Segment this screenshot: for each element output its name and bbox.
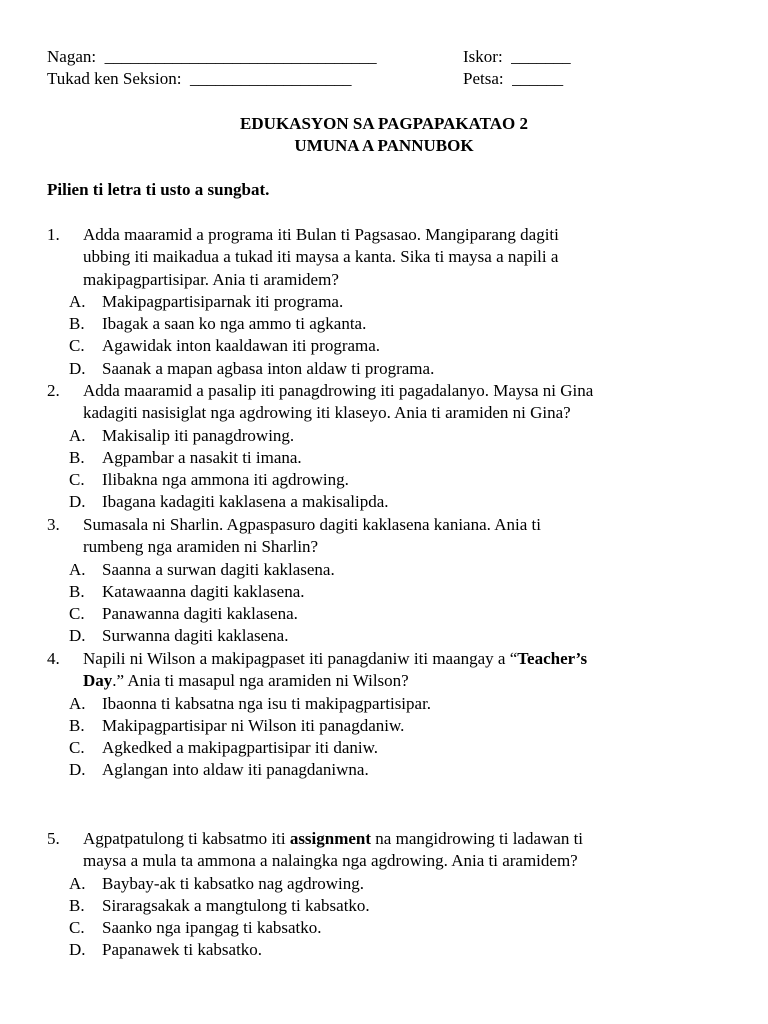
option-a[interactable] xyxy=(69,425,727,447)
option-c[interactable] xyxy=(69,737,727,759)
option-text: Ibagana kadagiti kaklasena a makisalipda. xyxy=(102,492,389,512)
question-1 xyxy=(47,224,727,380)
question-line xyxy=(83,648,727,670)
option-letter: D. xyxy=(69,358,86,378)
question-line: kadagiti nasisiglat nga agdrowing iti klaseyo. Ania ti aramiden ni Gina? xyxy=(83,403,571,423)
option-letter: B. xyxy=(69,715,85,735)
option-letter: D. xyxy=(69,760,86,780)
name-field-row xyxy=(47,46,377,68)
grade-section-label: Tukad ken Seksion: xyxy=(47,69,182,88)
question-number: 1. xyxy=(47,225,60,244)
option-b[interactable] xyxy=(69,715,727,737)
option-d[interactable] xyxy=(69,358,727,380)
question-2 xyxy=(47,380,727,514)
option-letter: A. xyxy=(69,693,86,713)
option-letter: A. xyxy=(69,425,86,445)
option-b[interactable] xyxy=(69,313,727,335)
question-text xyxy=(83,828,727,873)
question-line: Adda maaramid a pasalip iti panagdrowing iti pagadalanyo. Maysa ni Gina xyxy=(83,381,594,400)
option-letter: C. xyxy=(69,470,85,490)
option-b[interactable] xyxy=(69,581,727,603)
grade-section-field-row xyxy=(47,68,351,90)
test-title: UMUNA A PANNUBOK xyxy=(294,136,474,155)
option-c[interactable] xyxy=(69,335,727,357)
option-a[interactable] xyxy=(69,873,727,895)
question-text-segment: Agpatpatulong ti kabsatmo iti xyxy=(83,829,290,848)
option-text: Ibaonna ti kabsatna nga isu ti makipagpartisipar. xyxy=(102,693,432,713)
option-d[interactable] xyxy=(69,625,727,647)
option-text: Saanko nga ipangag ti kabsatko. xyxy=(102,918,322,938)
question-number: 4. xyxy=(47,649,60,668)
option-letter: C. xyxy=(69,918,85,938)
question-text xyxy=(83,224,727,291)
question-bold-term: Day xyxy=(83,671,113,691)
question-3 xyxy=(47,514,727,648)
option-c[interactable] xyxy=(69,603,727,625)
question-line: maysa a mula ta ammona a nalaingka nga agdrowing. Ania ti aramidem? xyxy=(83,851,578,871)
question-line: ubbing iti maikadua a tukad iti maysa a kanta. Sika ti maysa a napili a xyxy=(83,247,559,267)
option-c[interactable] xyxy=(69,469,727,491)
name-blank[interactable]: ________________________________ xyxy=(104,47,377,66)
question-text xyxy=(83,514,727,559)
question-text-segment: .” Ania ti masapul nga aramiden ni Wilson? xyxy=(112,671,409,691)
option-letter: B. xyxy=(69,581,85,601)
option-letter: C. xyxy=(69,604,85,624)
option-text: Katawaanna dagiti kaklasena. xyxy=(102,581,305,601)
option-letter: D. xyxy=(69,626,86,646)
date-blank[interactable]: ______ xyxy=(512,69,564,88)
option-a[interactable] xyxy=(69,559,727,581)
option-text: Agpambar a nasakit ti imana. xyxy=(102,447,302,467)
option-text: Surwanna dagiti kaklasena. xyxy=(102,626,289,646)
option-c[interactable] xyxy=(69,917,727,939)
question-line xyxy=(83,670,727,692)
option-text: Panawanna dagiti kaklasena. xyxy=(102,604,298,624)
option-text: Aglangan into aldaw iti panagdaniwna. xyxy=(102,760,369,780)
question-line xyxy=(83,828,727,850)
question-text xyxy=(83,648,727,693)
question-line: rumbeng nga aramiden ni Sharlin? xyxy=(83,537,319,557)
score-label: Iskor: xyxy=(463,47,503,66)
option-letter: C. xyxy=(69,738,85,758)
option-letter: D. xyxy=(69,492,86,512)
option-letter: B. xyxy=(69,314,85,334)
question-bold-term: Teacher’s xyxy=(517,649,588,668)
question-bold-term: assignment xyxy=(289,829,372,848)
option-b[interactable] xyxy=(69,447,727,469)
option-text: Saanna a surwan dagiti kaklasena. xyxy=(102,559,335,579)
option-text: Baybay-ak ti kabsatko nag agdrowing. xyxy=(102,873,365,893)
option-text: Ilibakna nga ammona iti agdrowing. xyxy=(102,470,349,490)
option-text: Saanak a mapan agbasa inton aldaw ti programa. xyxy=(102,358,435,378)
option-letter: B. xyxy=(69,447,85,467)
option-text: Agawidak inton kaaldawan iti programa. xyxy=(102,336,381,356)
question-number: 5. xyxy=(47,829,60,848)
option-d[interactable] xyxy=(69,759,727,781)
date-field-row xyxy=(463,68,563,90)
question-line: Sumasala ni Sharlin. Agpaspasuro dagiti kaklasena kaniana. Ania ti xyxy=(83,515,541,534)
option-letter: A. xyxy=(69,873,86,893)
question-number: 3. xyxy=(47,515,60,534)
name-label: Nagan: xyxy=(47,47,97,66)
option-b[interactable] xyxy=(69,895,727,917)
option-letter: D. xyxy=(69,940,86,960)
question-5 xyxy=(47,828,727,962)
option-letter: A. xyxy=(69,559,86,579)
question-text-segment: na mangidrowing ti ladawan ti xyxy=(371,829,584,848)
option-letter: C. xyxy=(69,336,85,356)
option-text: Makisalip iti panagdrowing. xyxy=(102,425,295,445)
score-blank[interactable]: _______ xyxy=(511,47,571,66)
question-text xyxy=(83,380,727,425)
option-letter: B. xyxy=(69,895,85,915)
option-d[interactable] xyxy=(69,491,727,513)
question-number: 2. xyxy=(47,381,60,400)
question-line: makipagpartisipar. Ania ti aramidem? xyxy=(83,269,339,289)
option-letter: A. xyxy=(69,291,86,311)
question-4 xyxy=(47,648,727,782)
option-text: Siraragsakak a mangtulong ti kabsatko. xyxy=(102,895,370,915)
grade-section-blank[interactable]: ___________________ xyxy=(189,69,352,88)
option-text: Ibagak a saan ko nga ammo ti agkanta. xyxy=(102,314,367,334)
question-text-segment: Napili ni Wilson a makipagpaset iti panagdaniw iti maangay a “ xyxy=(83,649,518,668)
option-text: Makipagpartisiparnak iti programa. xyxy=(102,291,344,311)
option-text: Makipagpartisipar ni Wilson iti panagdaniw. xyxy=(102,715,405,735)
question-line: Adda maaramid a programa iti Bulan ti Pagsasao. Mangiparang dagiti xyxy=(83,225,559,244)
score-field-row xyxy=(463,46,571,68)
option-d[interactable] xyxy=(69,939,727,961)
option-a[interactable] xyxy=(69,291,727,313)
date-label: Petsa: xyxy=(463,69,504,88)
option-text: Agkedked a makipagpartisipar iti daniw. xyxy=(102,738,379,758)
instruction: Pilien ti letra ti usto a sungbat. xyxy=(47,180,270,199)
option-text: Papanawek ti kabsatko. xyxy=(102,940,263,960)
subject-title: EDUKASYON SA PAGPAPAKATAO 2 xyxy=(240,114,528,133)
option-a[interactable] xyxy=(69,693,727,715)
